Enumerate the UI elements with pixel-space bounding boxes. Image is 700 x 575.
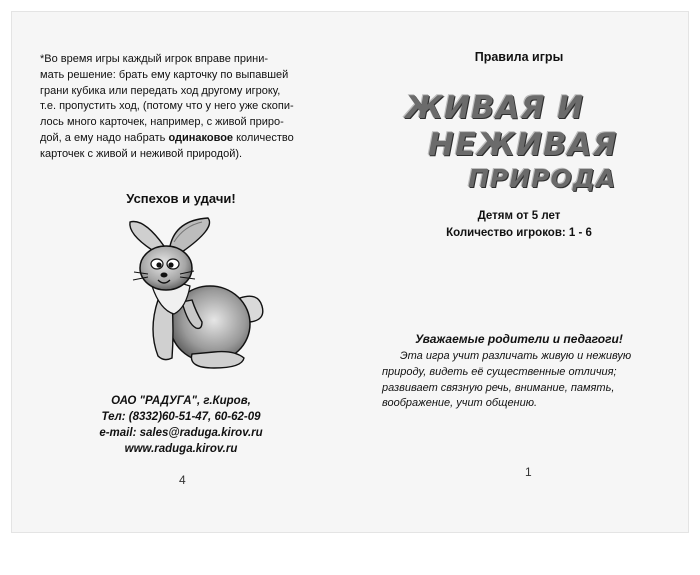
left-page xyxy=(12,12,350,532)
note-line: грани кубика или передать ход другому игроку, xyxy=(40,84,281,97)
note-line: *Во время игры каждый игрок вправе прини- xyxy=(40,53,269,65)
players-count: Количество игроков: 1 - 6 xyxy=(446,227,592,239)
note-line: лось много карточек, например, с живой приро- xyxy=(40,116,284,129)
note-line: мать решение: брать ему карточку по выпавшей xyxy=(40,68,289,81)
rules-heading: Правила игры xyxy=(474,50,564,64)
address-line: развивает связную речь, внимание, память, xyxy=(382,381,615,394)
rabbit-hind-foot xyxy=(191,352,244,368)
address-line: природу, видеть её существенные отличия; xyxy=(382,365,617,378)
rabbit-nose xyxy=(161,273,168,278)
page-number-left: 4 xyxy=(179,473,186,487)
rabbit-head xyxy=(140,246,192,290)
game-title-line-3: ПРИРОДА xyxy=(468,164,617,193)
booklet-spread xyxy=(12,12,688,532)
note-line: дой, а ему надо набрать xyxy=(40,131,166,144)
publisher-contacts xyxy=(12,393,350,457)
publisher-name: ОАО "РАДУГА", г.Киров, xyxy=(111,395,251,407)
game-title-line-2: НЕЖИВАЯ xyxy=(428,127,618,163)
rules-note-paragraph xyxy=(40,52,326,163)
note-line: т.е. пропустить ход, (потому что у него уже скопи- xyxy=(40,100,294,113)
address-line: воображение, учит общению. xyxy=(382,397,538,410)
game-title-line-1: ЖИВАЯ И xyxy=(405,90,585,126)
address-heading: Уважаемые родители и педагоги! xyxy=(415,332,623,346)
age-recommendation: Детям от 5 лет xyxy=(477,210,561,222)
page-number-right: 1 xyxy=(525,465,532,479)
good-luck-heading: Успехов и удачи! xyxy=(126,191,236,206)
publisher-website: www.raduga.kirov.ru xyxy=(124,443,238,455)
note-line: карточек с живой и неживой природой). xyxy=(40,147,243,160)
publisher-email: e-mail: sales@raduga.kirov.ru xyxy=(99,427,263,439)
right-page xyxy=(350,12,688,532)
note-line: количество xyxy=(236,131,294,144)
address-paragraph xyxy=(382,349,666,412)
rabbit-left-ear xyxy=(130,222,164,251)
publisher-phone: Тел: (8332)60-51-47, 60-62-09 xyxy=(101,411,261,423)
address-line: Эта игра учит различать живую и неживую xyxy=(400,350,632,362)
rabbit-illustration xyxy=(112,212,280,380)
note-emphasis: одинаковое xyxy=(168,131,234,144)
